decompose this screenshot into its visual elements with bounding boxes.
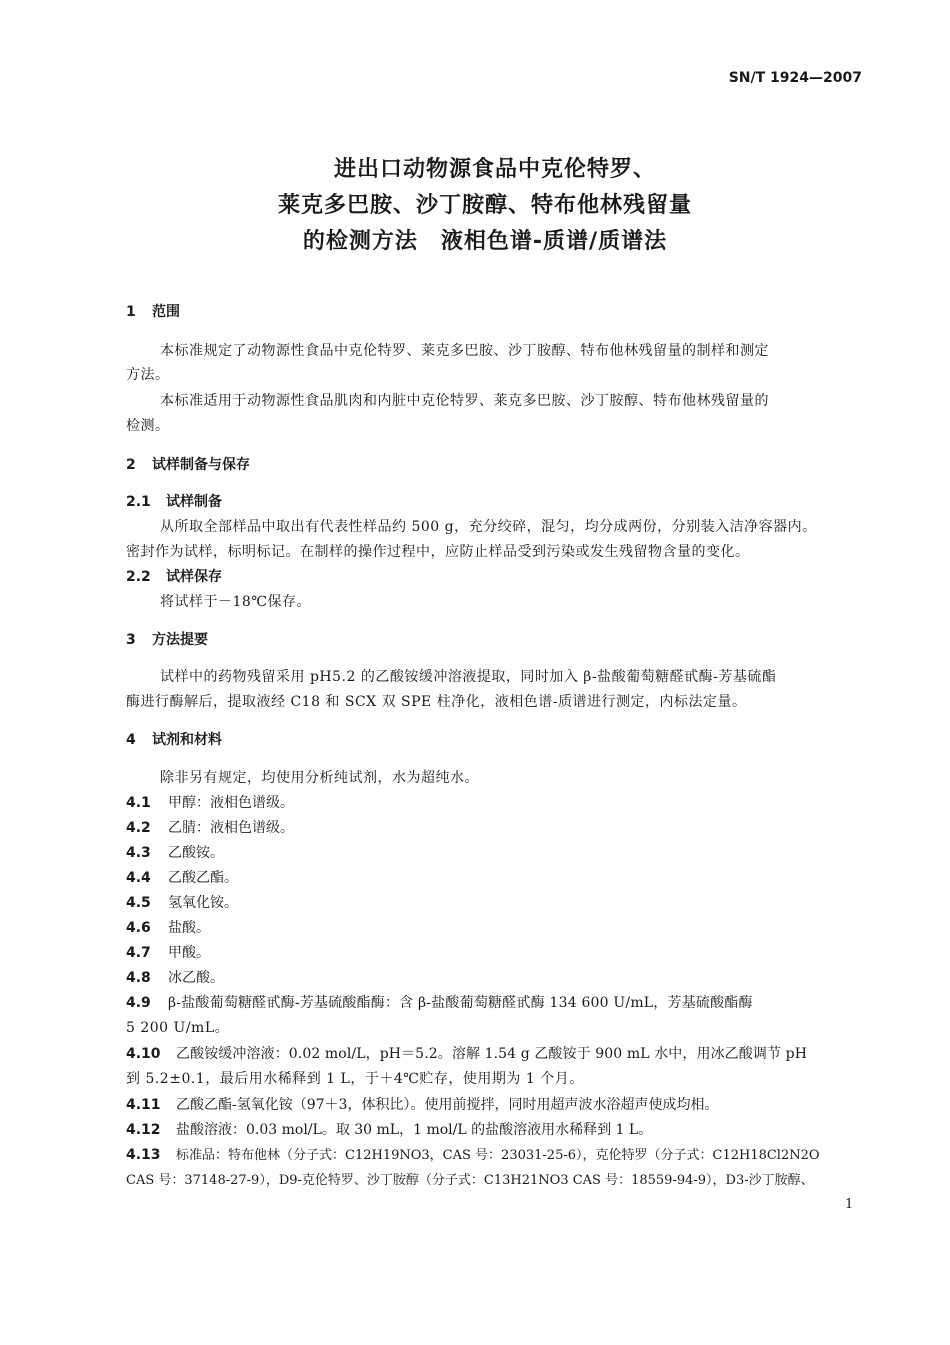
list-item-cont: 5 200 U/mL。 — [126, 1020, 230, 1036]
section-number: 4 — [126, 732, 136, 748]
list-item: 4.13 标准品：特布他林（分子式：C12H19NO3，CAS 号：23031-25-6），克伦特罗（分子式：C12H18Cl2N2O — [126, 1147, 820, 1163]
section-3-text-cont: 酶进行酶解后，提取液经 C18 和 SCX 双 SPE 柱净化，液相色谱-质谱进行测定，内标法定量。 — [126, 694, 747, 710]
list-item: 4.6 盐酸。 — [126, 920, 210, 936]
list-item-cont: CAS 号：37148-27-9），D9-克伦特罗、沙丁胺醇（分子式：C13H21NO3 CAS 号：18559-94-9），D3-沙丁胺醇、 — [126, 1173, 814, 1188]
section-number: 3 — [126, 632, 136, 648]
section-title: 方法提要 — [152, 632, 208, 648]
section-1-paragraph-1: 本标准规定了动物源性食品中克伦特罗、莱克多巴胺、沙丁胺醇、特布他林残留量的制样和测定 — [160, 343, 769, 359]
section-title: 试剂和材料 — [152, 732, 222, 748]
document-title-line-3: 的检测方法 液相色谱-质谱/质谱法 — [302, 229, 668, 254]
list-item: 4.3 乙酸铵。 — [126, 845, 224, 861]
subsection-2-2-heading — [126, 566, 222, 586]
list-item: 4.7 甲酸。 — [126, 945, 210, 961]
section-1-heading — [126, 301, 180, 321]
list-item: 4.12 盐酸溶液：0.03 mol/L。取 30 mL，1 mol/L 的盐酸溶液用水稀释到 1 L。 — [126, 1122, 653, 1138]
subsection-title: 试样制备 — [166, 494, 222, 510]
section-number: 2 — [126, 457, 136, 473]
section-1-paragraph-1-cont: 方法。 — [126, 367, 170, 383]
subsection-title: 试样保存 — [166, 569, 222, 585]
section-1-paragraph-2: 本标准适用于动物源性食品肌肉和内脏中克伦特罗、莱克多巴胺、沙丁胺醇、特布他林残留量的 — [160, 393, 769, 409]
section-title: 试样制备与保存 — [152, 457, 250, 473]
section-2-heading — [126, 454, 250, 474]
list-item-cont: 到 5.2±0.1，最后用水稀释到 1 L，于＋4℃贮存，使用期为 1 个月。 — [126, 1071, 584, 1087]
subsection-number: 2.2 — [126, 569, 151, 585]
subsection-number: 2.1 — [126, 494, 151, 510]
standard-number: SN/T 1924—2007 — [728, 70, 862, 86]
list-item: 4.11 乙酸乙酯-氢氧化铵（97＋3，体积比）。使用前搅拌，同时用超声波水浴超声使成均相。 — [126, 1097, 719, 1113]
list-item: 4.9 β-盐酸葡萄糖醛甙酶-芳基硫酸酯酶：含 β-盐酸葡萄糖醛甙酶 134 600 U/mL，芳基硫酸酯酶 — [126, 995, 753, 1011]
list-item: 4.2 乙腈：液相色谱级。 — [126, 820, 294, 836]
list-item: 4.10 乙酸铵缓冲溶液：0.02 mol/L，pH＝5.2。溶解 1.54 g 乙酸铵于 900 mL 水中，用冰乙酸调节 pH — [126, 1046, 808, 1062]
subsection-2-1-heading — [126, 491, 222, 511]
subsection-2-1-text-cont: 密封作为试样，标明标记。在制样的操作过程中，应防止样品受到污染或发生残留物含量的变化。 — [126, 544, 750, 560]
section-3-heading — [126, 629, 208, 649]
page-number: 1 — [845, 1197, 854, 1212]
list-item: 4.4 乙酸乙酯。 — [126, 870, 238, 886]
section-title: 范围 — [152, 304, 180, 320]
document-title-line-2: 莱克多巴胺、沙丁胺醇、特布他林残留量 — [277, 193, 692, 218]
section-1-paragraph-2-cont: 检测。 — [126, 418, 170, 434]
subsection-2-1-text: 从所取全部样品中取出有代表性样品约 500 g，充分绞碎，混匀，均分成两份，分别装入洁净容器内。 — [160, 519, 817, 535]
section-4-heading — [126, 729, 222, 749]
section-4-intro: 除非另有规定，均使用分析纯试剂，水为超纯水。 — [160, 770, 479, 786]
document-title-line-1: 进出口动物源食品中克伦特罗、 — [333, 157, 656, 182]
section-number: 1 — [126, 304, 136, 320]
list-item: 4.5 氢氧化铵。 — [126, 895, 238, 911]
section-3-text: 试样中的药物残留采用 pH5.2 的乙酸铵缓冲溶液提取，同时加入 β-盐酸葡萄糖醛甙酶-芳基硫酯 — [160, 669, 777, 685]
list-item: 4.1 甲醇：液相色谱级。 — [126, 795, 294, 811]
subsection-2-2-text: 将试样于－18℃保存。 — [160, 594, 311, 610]
list-item: 4.8 冰乙酸。 — [126, 970, 224, 986]
